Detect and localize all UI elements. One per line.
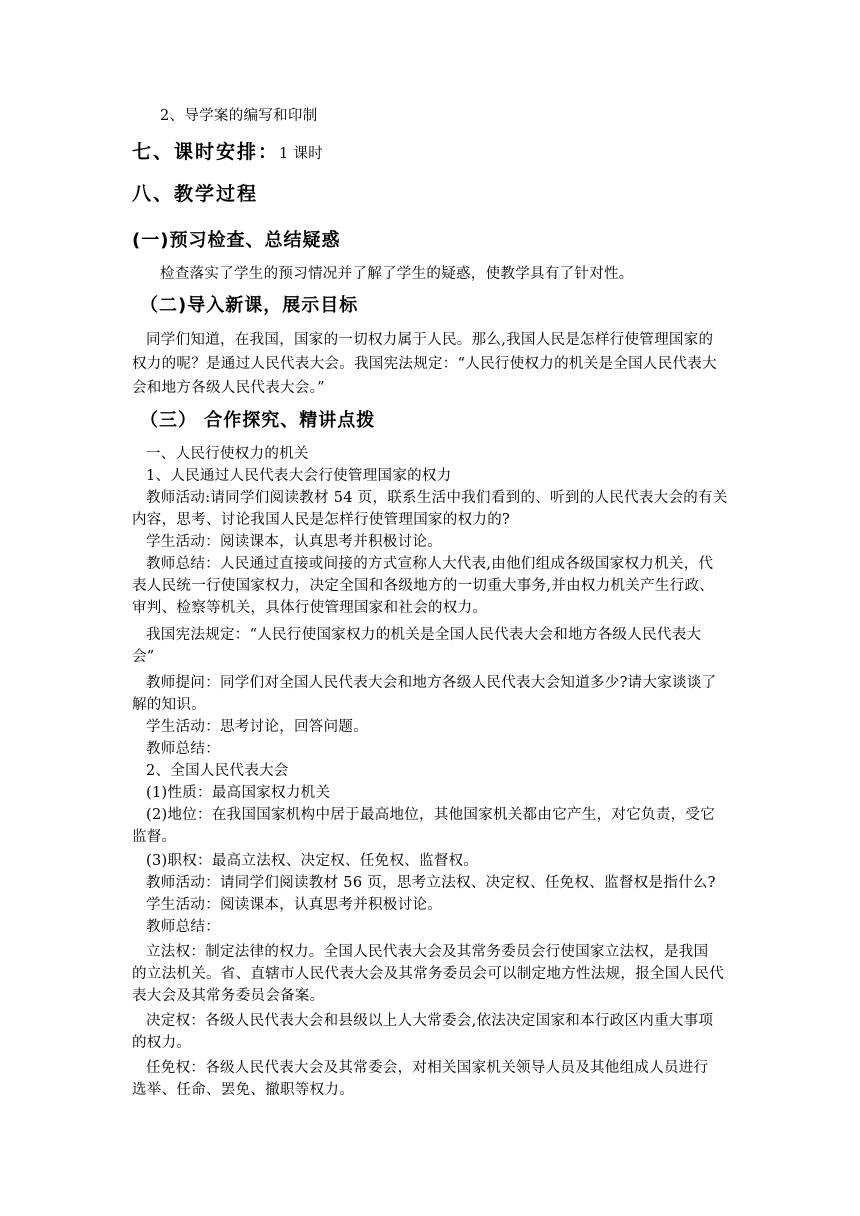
paragraph-line: 决定权：各级人民代表大会和县级以上人大常委会,依法决定国家和本行政区内重大事项 xyxy=(146,1013,714,1029)
paragraph-line: 学生活动：阅读课本，认真思考并积极讨论。 xyxy=(146,897,442,913)
paragraph-line: 选举、任命、罢免、撤职等权力。 xyxy=(132,1082,354,1098)
paragraph-line: 教师总结： xyxy=(146,919,220,935)
paragraph-line: 内容，思考、讨论我国人民是怎样行使管理国家的权力的? xyxy=(132,512,511,528)
paragraph-line: 我国宪法规定：“人民行使国家权力的机关是全国人民代表大会和地方各级人民代表大 xyxy=(146,627,702,643)
paragraph-line: 1、人民通过人民代表大会行使管理国家的权力 xyxy=(146,468,452,484)
part-3-heading: （三） 合作探究、精讲点拨 xyxy=(140,410,376,431)
prep-item-2: 2、导学案的编写和印制 xyxy=(160,108,318,124)
paragraph-line: 会” xyxy=(132,649,155,665)
paragraph-line: 教师总结： xyxy=(146,741,220,757)
paragraph-line: 会和地方各级人民代表大会。” xyxy=(132,380,325,396)
section-8-heading: 八、教学过程 xyxy=(132,183,259,205)
paragraph-line: 同学们知道，在我国，国家的一切权力属于人民。那么,我国人民是怎样行使管理国家的 xyxy=(146,332,714,348)
paragraph-line: 解的知识。 xyxy=(132,697,206,713)
paragraph-line: 教师总结：人民通过直接或间接的方式宣称人大代表,由他们组成各级国家权力机关，代 xyxy=(146,556,714,572)
paragraph-line: (1)性质：最高国家权力机关 xyxy=(146,785,331,801)
paragraph-line: 一、人民行使权力的机关 xyxy=(146,446,309,462)
paragraph-line: (2)地位：在我国国家机构中居于最高地位，其他国家机关都由它产生，对它负责，受它 xyxy=(146,807,716,823)
paragraph-line: 的立法机关。省、直辖市人民代表大会及其常务委员会可以制定地方性法规，报全国人民代 xyxy=(132,966,724,982)
paragraph-line: 教师活动:请同学们阅读教材 54 页，联系生活中我们看到的、听到的人民代表大会的有关 xyxy=(146,490,728,506)
section-7-heading xyxy=(132,140,323,166)
paragraph-line: 立法权：制定法律的权力。全国人民代表大会及其常务委员会行使国家立法权，是我国 xyxy=(146,944,709,960)
paragraph-line: 表人民统一行使国家权力，决定全国和各级地方的一切重大事务,并由权力机关产生行政、 xyxy=(132,578,715,594)
paragraph-line: 学生活动：阅读课本，认真思考并积极讨论。 xyxy=(146,534,442,550)
part-1-text: 检查落实了学生的预习情况并了解了学生的疑惑，使教学具有了针对性。 xyxy=(160,266,634,282)
section-7-value: 1 课时 xyxy=(279,146,324,162)
paragraph-line: 审判、检察等机关，具体行使管理国家和社会的权力。 xyxy=(132,600,488,616)
paragraph-line: 的权力。 xyxy=(132,1035,192,1051)
paragraph-line: 表大会及其常务委员会备案。 xyxy=(132,988,325,1004)
part-1-heading: (一)预习检查、总结疑惑 xyxy=(132,230,341,251)
paragraph-line: 教师提问：同学们对全国人民代表大会和地方各级人民代表大会知道多少?请大家谈谈了 xyxy=(146,675,717,691)
paragraph-line: 权力的呢？是通过人民代表大会。我国宪法规定：“人民行使权力的机关是全国人民代表大 xyxy=(132,356,717,372)
paragraph-line: 教师活动：请同学们阅读教材 56 页，思考立法权、决定权、任免权、监督权是指什么? xyxy=(146,875,716,891)
paragraph-line: 任免权：各级人民代表大会及其常委会，对相关国家机关领导人员及其他组成人员进行 xyxy=(146,1060,709,1076)
paragraph-line: 2、全国人民代表大会 xyxy=(146,763,289,779)
paragraph-line: 学生活动：思考讨论，回答问题。 xyxy=(146,719,368,735)
section-7-title: 七、课时安排： xyxy=(132,141,280,163)
paragraph-line: 监督。 xyxy=(132,829,177,845)
paragraph-line: (3)职权：最高立法权、决定权、任免权、监督权。 xyxy=(146,853,479,869)
part-2-heading: （二)导入新课，展示目标 xyxy=(140,295,359,316)
